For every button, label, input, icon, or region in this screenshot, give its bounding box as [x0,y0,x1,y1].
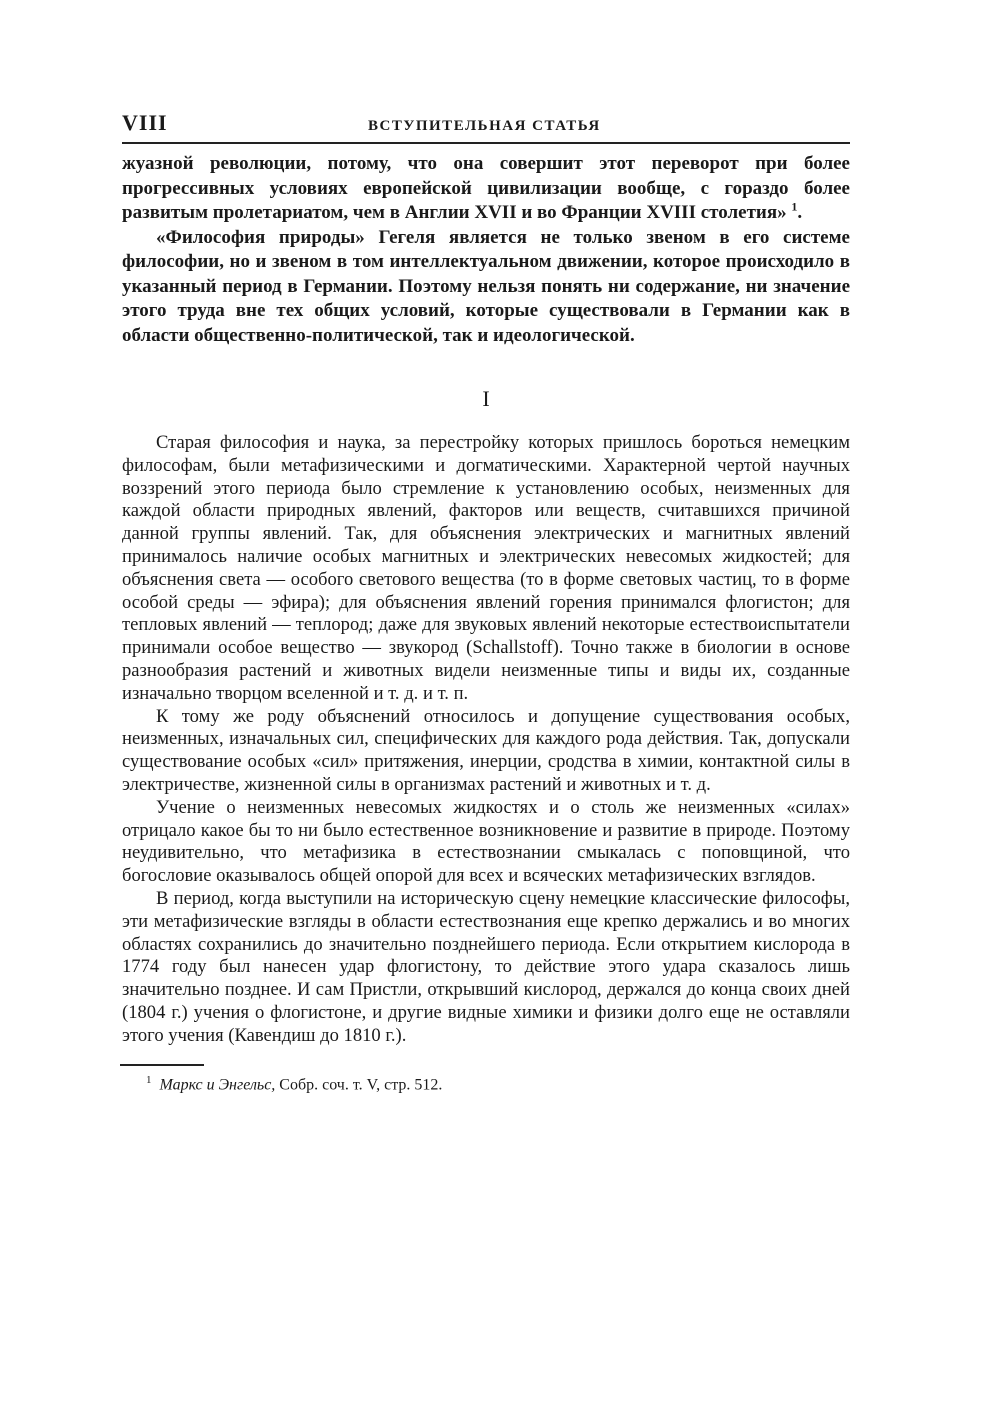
footnote-divider [120,1064,204,1066]
footnote-reference: 1 [791,199,798,214]
paragraph: В период, когда выступили на историческую сцену немецкие классические философы, эти метафизические взгляды в области естествознания еще крепко держались и во многих областях сохранились до значительно позднейшего периода. Если открытием кислорода в 1774 году был нанесен удар флогистону, то действие этого удара сказалось лишь значительно позднее. И сам Пристли, открывший кислород, держался до конца своих дней (1804 г.) учения о флогистоне, и другие видные химики и физики долго еще не оставляли этого учения (Кавендиш до 1810 г.). [122,887,850,1046]
paragraph-text: жуазной революции, потому, что она совершит этот переворот при более прогрессивных условиях европейской цивилизации вообще, с гораздо более развитым пролетариатом, чем в Англии XVII и во Франции XVIII столетия» [122,153,850,223]
section-number: I [482,386,490,411]
footnote [122,1074,850,1094]
book-page [122,108,850,1094]
running-head: ВСТУПИТЕЛЬНАЯ СТАТЬЯ [368,118,601,134]
footnote-mark: 1 [146,1073,152,1086]
paragraph-continued: жуазной революции, потому, что она совершит этот переворот при более прогрессивных условиях европейской цивилизации вообще, с гораздо более развитым пролетариатом, чем в Англии XVII и во Франции XVIII столетия» $^1$. [122,153,850,223]
intro-text [122,152,850,348]
paragraph: Старая философия и наука, за перестройку которых пришлось бороться немецким философам, были метафизическими и догматическими. Характерной чертой научных воззрений этого периода было стремление к установлению особых, неизменных для каждой области природных явлений, факторов или веществ, считавшихся причиной данной группы явлений. Так, для объяснения электрических и магнитных явлений принималось наличие особых магнитных и электрических невесомых жидкостей; для объяснения света — особого светового вещества (то в форме световых частиц, то в форме особой среды — эфира); для объяснения явлений горения принимался флогистон; для тепловых явлений — теплород; даже для звуковых явлений некоторые естествоиспытатели принимали особое вещество — звукород (Schallstoff). Точно также в биологии в основе разнообразия растений и животных видели неизменные типы и виды их, созданные изначально творцом вселенной и т. д. и т. п. [122,432,850,704]
page-number: VIII [122,110,168,135]
footnote-source: Собр. соч. т. V, стр. 512. [279,1075,443,1093]
paragraph: «Философия природы» Гегеля является не только звеном в его системе философии, но и звеном в том интеллектуальном движении, которое происходило в указанный период в Германии. Поэтому нельзя понять ни содержание, ни значение этого труда вне тех общих условий, которые существовали в Германии как в области общественно-политической, так и идеологической. [122,226,850,346]
paragraph: Учение о неизменных невесомых жидкостях и о столь же неизменных «силах» отрицало какое бы то ни было естественное возникновение и развитие в природе. Поэтому неудивительно, что метафизика в естествознании смыкалась с поповщиной, что богословие оказывалось общей опорой для всех и всяческих метафизических взглядов. [122,796,850,887]
page-header [122,108,850,144]
section-body [122,432,850,1048]
paragraph: К тому же роду объяснений относилось и допущение существования особых, неизменных, изначальных сил, специфических для каждого рода действия. Так, допускали существование особых «сил» притяжения, инерции, сродства в химии, контактной силы в электричестве, жизненной силы в организмах растений и животных и т. д. [122,705,850,795]
footnote-authors: Маркс и Энгельс, [159,1075,276,1093]
